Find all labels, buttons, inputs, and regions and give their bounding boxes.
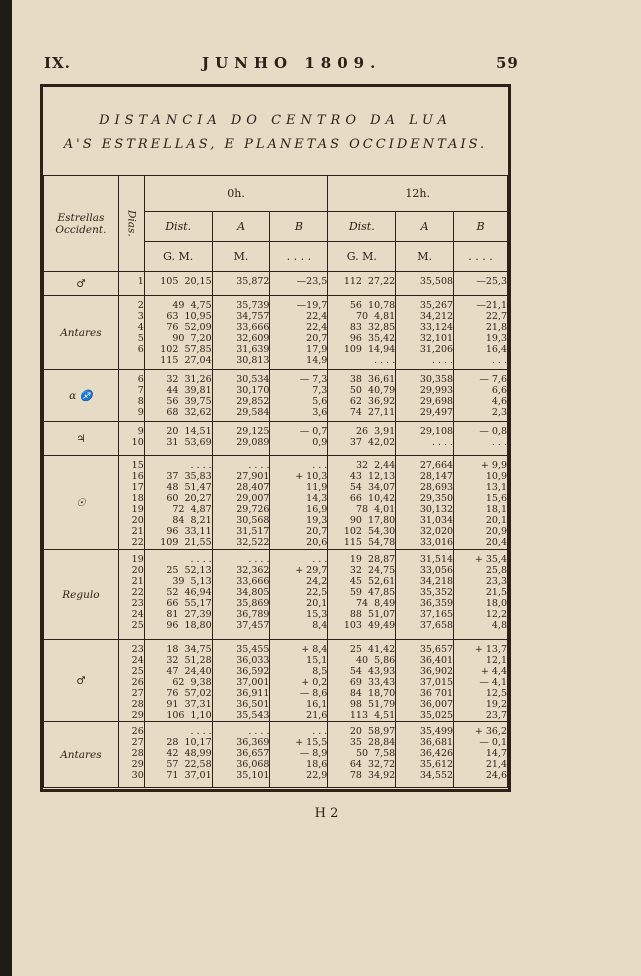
day-numbers: 26 27 28 29 30 xyxy=(118,722,144,788)
star-group-row xyxy=(44,640,508,722)
distance-12h: 56 10,78 70 4,81 83 32,85 96 35,42 109 14,94 . . . . xyxy=(328,296,396,370)
dist-header-12: Dist. xyxy=(328,212,396,242)
a-value-0h: . . . . 32,362 33,666 34,805 35,869 36,789 37,457 xyxy=(212,550,270,640)
star-group-row xyxy=(44,272,508,296)
dots-unit: . . . . xyxy=(270,242,328,272)
distance-12h: 32 2,44 43 12,13 54 34,07 66 10,42 78 4,01 90 17,80 102 54,30 115 54,78 xyxy=(328,456,396,550)
distance-0h: 32 31,26 44 39,81 56 39,75 68 32,62 xyxy=(144,370,212,422)
day-numbers: 19 20 21 22 23 24 25 xyxy=(118,550,144,640)
star-name: Antares xyxy=(44,722,119,788)
a-value-12h: 27,664 28,147 28,693 29,350 30,132 31,034 32,020 33,016 xyxy=(396,456,454,550)
dots-unit-12: . . . . xyxy=(454,242,508,272)
section-number: IX. xyxy=(44,54,71,72)
table-title-line-1: DISTANCIA DO CENTRO DA LUA xyxy=(99,113,452,128)
a-value-0h: . . . . 27,901 28,407 29,007 29,726 30,568 31,517 32,522 xyxy=(212,456,270,550)
b-value-12h: — 7,6 6,6 4,6 2,3 xyxy=(454,370,508,422)
b-value-12h: + 9,9 10,9 13,1 15,6 18,1 20,1 20,9 20,4 xyxy=(454,456,508,550)
a-value-12h: 30,358 29,993 29,698 29,497 xyxy=(396,370,454,422)
a-value-12h: 35,508 xyxy=(396,272,454,296)
b-value-12h: — 0,8 . . . xyxy=(454,422,508,456)
b-value-0h: —23,5 xyxy=(270,272,328,296)
month-year: JUNHO 1809. xyxy=(202,54,382,72)
gm-unit-12: G. M. xyxy=(328,242,396,272)
page-header xyxy=(12,54,641,78)
distance-12h: 25 41,42 40 5,86 54 43,93 69 33,43 84 18,70 98 51,79 113 4,51 xyxy=(328,640,396,722)
a-value-0h: 35,455 36,033 36,592 37,001 36,911 36,501 35,543 xyxy=(212,640,270,722)
star-group-row xyxy=(44,422,508,456)
book-page xyxy=(12,0,641,976)
a-value-0h: 29,125 29,089 xyxy=(212,422,270,456)
a-value-0h: . . . . 36,369 36,657 36,068 35,101 xyxy=(212,722,270,788)
day-numbers: 23 24 25 26 27 28 29 xyxy=(118,640,144,722)
day-numbers: 6 7 8 9 xyxy=(118,370,144,422)
time-12h-header: 12h. xyxy=(328,176,508,212)
day-numbers: 2 3 4 5 6 xyxy=(118,296,144,370)
a-value-0h: 30,534 30,170 29,852 29,584 xyxy=(212,370,270,422)
b-value-0h: . . . + 15,5 — 8,9 18,6 22,9 xyxy=(270,722,328,788)
b-value-0h: . . . + 29,7 24,2 22,5 20,1 15,3 8,4 xyxy=(270,550,328,640)
day-numbers: 15 16 17 18 19 20 21 22 xyxy=(118,456,144,550)
b-value-12h: —21,1 22,7 21,8 19,3 16,4 . . . xyxy=(454,296,508,370)
page-number: 59 xyxy=(496,54,519,72)
a-header-12: A xyxy=(396,212,454,242)
a-value-0h: 35,739 34,757 33,666 32,609 31,639 30,813 xyxy=(212,296,270,370)
a-value-12h: 29,108 . . . . xyxy=(396,422,454,456)
distance-table xyxy=(43,175,508,788)
a-value-12h: 31,514 33,056 34,218 35,352 36,359 37,165 37,658 xyxy=(396,550,454,640)
distance-12h: 112 27,22 xyxy=(328,272,396,296)
a-value-12h: 35,267 34,212 33,124 32,101 31,206 . . . . xyxy=(396,296,454,370)
b-value-0h: . . . + 10,3 11,9 14,3 16,9 19,3 20,7 20,6 xyxy=(270,456,328,550)
star-name: ♂ xyxy=(44,640,119,722)
star-name: Antares xyxy=(44,296,119,370)
distance-0h: 49 4,75 63 10,95 76 52,09 90 7,20 102 57,85 115 27,04 xyxy=(144,296,212,370)
table-frame xyxy=(40,84,511,792)
signature-mark: H 2 xyxy=(314,806,339,821)
day-numbers: 1 xyxy=(118,272,144,296)
gm-unit: G. M. xyxy=(144,242,212,272)
b-value-0h: —19,7 22,4 22,4 20,7 17,9 14,9 xyxy=(270,296,328,370)
day-numbers: 9 10 xyxy=(118,422,144,456)
days-column-header: Dias. xyxy=(118,176,144,272)
m-unit: M. xyxy=(212,242,270,272)
star-group-row xyxy=(44,296,508,370)
b-value-0h: — 7,3 7,3 5,6 3,6 xyxy=(270,370,328,422)
b-header-12: B xyxy=(454,212,508,242)
star-group-row xyxy=(44,370,508,422)
distance-12h: 26 3,91 37 42,02 xyxy=(328,422,396,456)
star-name: α ♐ xyxy=(44,370,119,422)
b-value-0h: — 0,7 0,9 xyxy=(270,422,328,456)
a-value-12h: 35,499 36,681 36,426 35,612 34,552 xyxy=(396,722,454,788)
b-value-12h: —25,3 xyxy=(454,272,508,296)
a-value-12h: 35,657 36,401 36,902 37,015 36 701 36,007 35,025 xyxy=(396,640,454,722)
distance-0h: 18 34,75 32 51,28 47 24,40 62 9,38 76 57,02 91 37,31 106 1,10 xyxy=(144,640,212,722)
table-title-line-2: A'S ESTRELLAS, E PLANETAS OCCIDENTAIS. xyxy=(63,137,488,152)
star-name: ♃ xyxy=(44,422,119,456)
b-header: B xyxy=(270,212,328,242)
distance-0h: . . . . 28 10,17 42 48,99 57 22,58 71 37,01 xyxy=(144,722,212,788)
distance-0h: 20 14,51 31 53,69 xyxy=(144,422,212,456)
star-name: Regulo xyxy=(44,550,119,640)
star-group-row xyxy=(44,456,508,550)
dist-header: Dist. xyxy=(144,212,212,242)
m-unit-12: M. xyxy=(396,242,454,272)
distance-0h: 105 20,15 xyxy=(144,272,212,296)
star-group-row xyxy=(44,550,508,640)
star-name: ☉ xyxy=(44,456,119,550)
a-header: A xyxy=(212,212,270,242)
distance-12h: 38 36,61 50 40,79 62 36,92 74 27,11 xyxy=(328,370,396,422)
distance-0h: . . . . 37 35,83 48 51,47 60 20,27 72 4,87 84 8,21 96 33,11 109 21,55 xyxy=(144,456,212,550)
star-group-row xyxy=(44,722,508,788)
distance-12h: 19 28,87 32 24,75 45 52,61 59 47,85 74 8,49 88 51,07 103 49,49 xyxy=(328,550,396,640)
star-name: ♂ xyxy=(44,272,119,296)
b-value-12h: + 36,2 — 0,1 14,7 21,4 24,6 xyxy=(454,722,508,788)
a-value-0h: 35,872 xyxy=(212,272,270,296)
distance-12h: 20 58,97 35 28,84 50 7,58 64 32,72 78 34,92 xyxy=(328,722,396,788)
time-0h-header: 0h. xyxy=(144,176,328,212)
star-column-header: Estrellas Occident. xyxy=(44,176,119,272)
b-value-12h: + 35,4 25,8 23,3 21,5 18,0 12,2 4,8 xyxy=(454,550,508,640)
b-value-12h: + 13,7 12,1 + 4,4 — 4,1 12,5 19,2 23,7 xyxy=(454,640,508,722)
distance-0h: . . . . 25 52,13 39 5,13 52 46,94 66 55,17 81 27,39 96 18,80 xyxy=(144,550,212,640)
b-value-0h: + 8,4 15,1 8,5 + 0,2 — 8,6 16,1 21,6 xyxy=(270,640,328,722)
